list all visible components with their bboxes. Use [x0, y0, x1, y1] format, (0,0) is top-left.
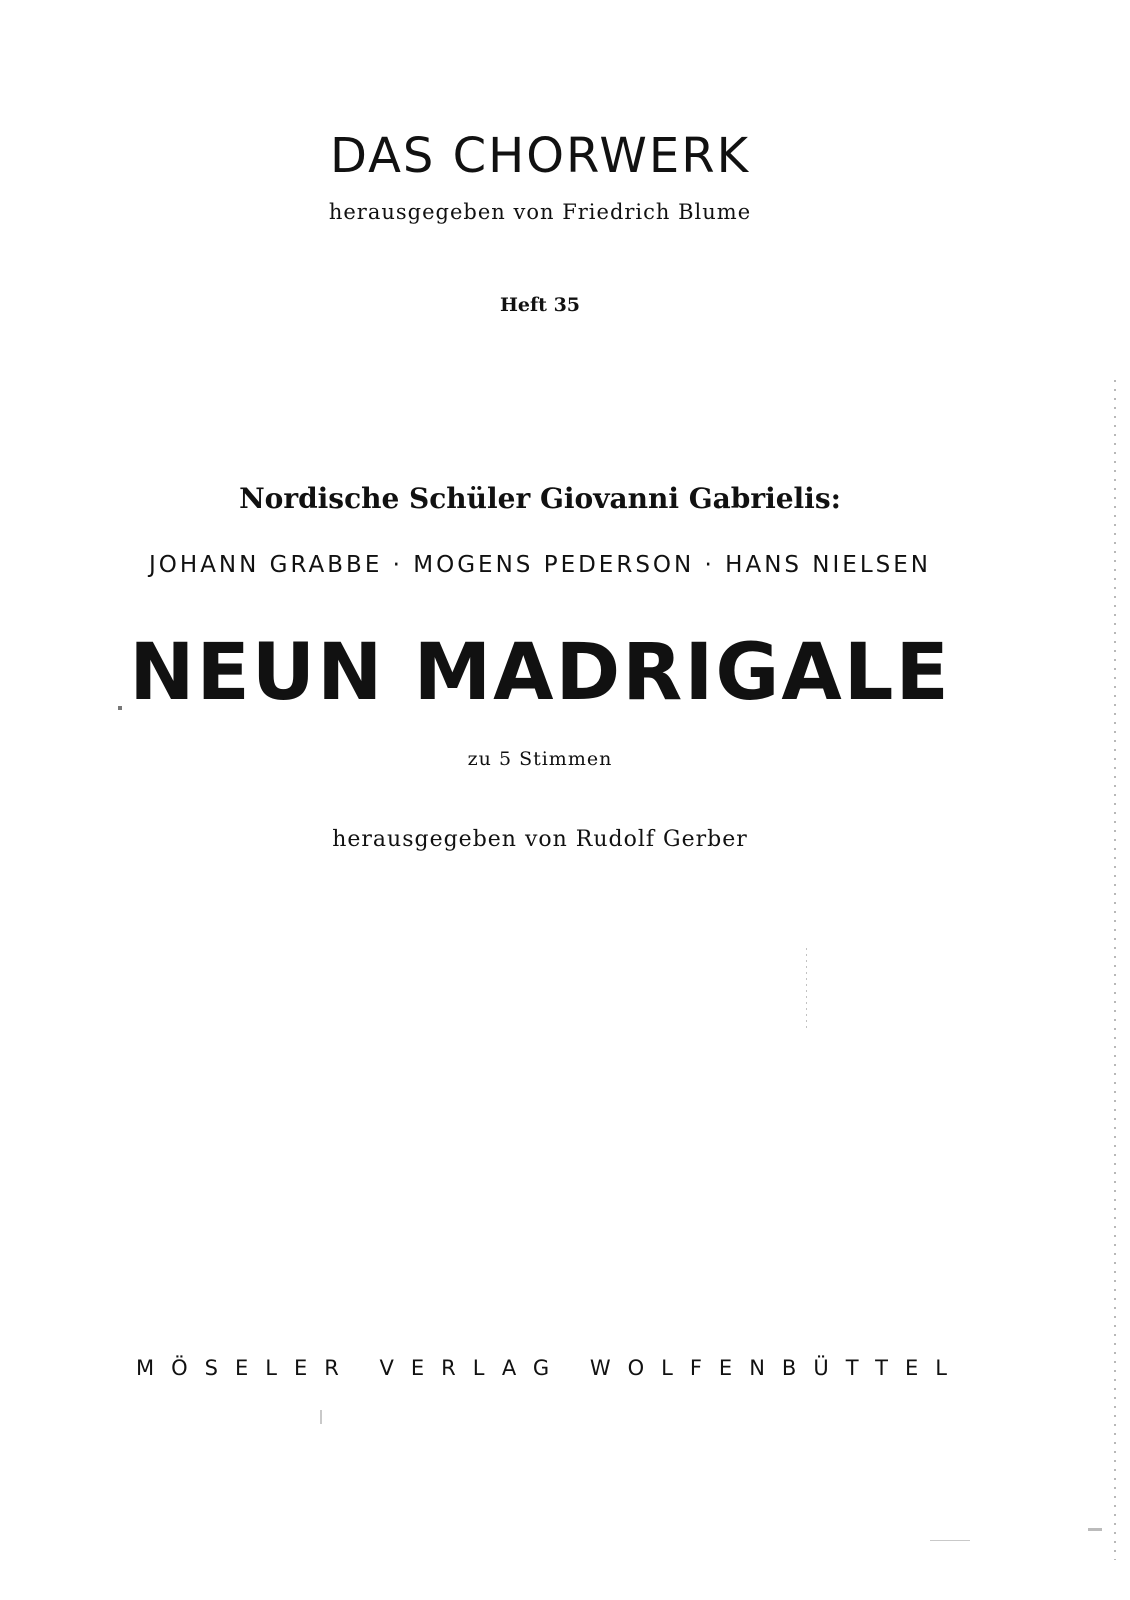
scan-speck: [320, 1410, 322, 1424]
voice-count: zu 5 Stimmen: [467, 748, 613, 770]
series-title: DAS CHORWERK: [329, 128, 751, 184]
composer-list: JOHANN GRABBE · MOGENS PEDERSON · HANS NIELSEN: [149, 552, 931, 578]
publisher-imprint: MÖSELER VERLAG WOLFENBÜTTEL: [136, 1356, 964, 1380]
volume-editor-credit: herausgegeben von Rudolf Gerber: [332, 827, 748, 852]
main-title: NEUN MADRIGALE: [129, 628, 951, 718]
volume-subtitle: Nordische Schüler Giovanni Gabrielis:: [239, 482, 841, 515]
series-editor-credit: herausgegeben von Friedrich Blume: [328, 200, 752, 224]
scan-speck: [118, 706, 122, 710]
scan-speck: [1088, 1528, 1102, 1531]
issue-number: Heft 35: [499, 294, 581, 316]
scan-speck: [930, 1540, 970, 1541]
scan-artifact: [806, 948, 807, 1028]
scan-edge-artifact: [1114, 380, 1116, 1560]
